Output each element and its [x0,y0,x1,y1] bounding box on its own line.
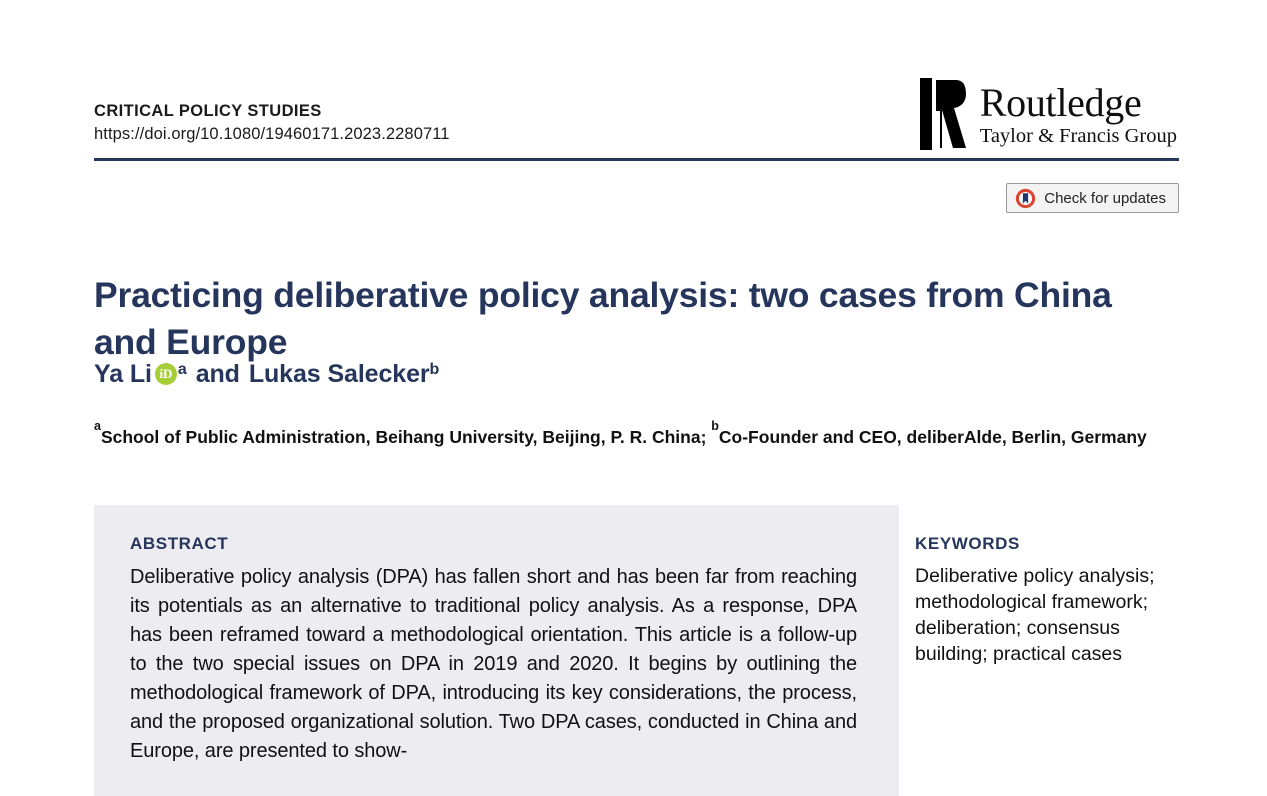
affiliation-text-b: Co-Founder and CEO, deliberAlde, Berlin, Germany [718,426,1147,447]
affiliation-marker-a: a [94,419,101,433]
page-title: Practicing deliberative policy analysis: two cases from China and Europe [94,274,1112,362]
page-header [94,78,1179,150]
abstract-text: Deliberative policy analysis (DPA) has fallen short and has been far from reaching its potentials as an alternative to traditional policy analysis. As a response, DPA has been reframed toward a methodological orientation. This article is a follow-up to the two special issues on DPA in 2019 and 2020. It begins by outlining the methodological framework of DPA, introducing its key considerations, the process, and the proposed organizational solution. Two DPA cases, conducted in China and Europe, are presented to show- [130,566,857,762]
keywords-section [915,534,1185,667]
abstract-panel [94,505,899,796]
journal-name: CRITICAL POLICY STUDIES [94,102,322,120]
author-name-2: Lukas Salecker [248,360,430,388]
author-list [94,360,439,389]
crossmark-icon [1015,188,1036,209]
journal-info [94,78,450,144]
check-for-updates-badge[interactable] [1006,183,1179,213]
affiliation-text-a: School of Public Administration, Beihang University, Beijing, P. R. China; [100,426,712,447]
author-2-affiliation-marker: b [429,361,440,378]
orcid-icon[interactable] [155,363,177,385]
publisher-logo [920,78,1179,150]
publisher-name-block [980,78,1177,148]
doi-link[interactable]: https://doi.org/10.1080/19460171.2023.2280711 [94,125,450,143]
publisher-name: Routledge [979,80,1142,125]
affiliations [94,418,1184,451]
affiliation-marker-b: b [711,419,719,433]
routledge-logo-icon [920,78,966,150]
check-for-updates-label: Check for updates [1044,189,1166,207]
publisher-group: Taylor & Francis Group [979,125,1177,147]
keywords-heading: KEYWORDS [915,534,1020,553]
author-conjunction: and [195,360,240,388]
author-1-affiliation-marker: a [177,361,187,378]
author-name-1: Ya Li [94,360,152,388]
keywords-text: Deliberative policy analysis; methodological framework; deliberation; consensus building; practical cases [915,565,1155,665]
header-divider [94,158,1179,161]
abstract-heading: ABSTRACT [130,534,229,553]
